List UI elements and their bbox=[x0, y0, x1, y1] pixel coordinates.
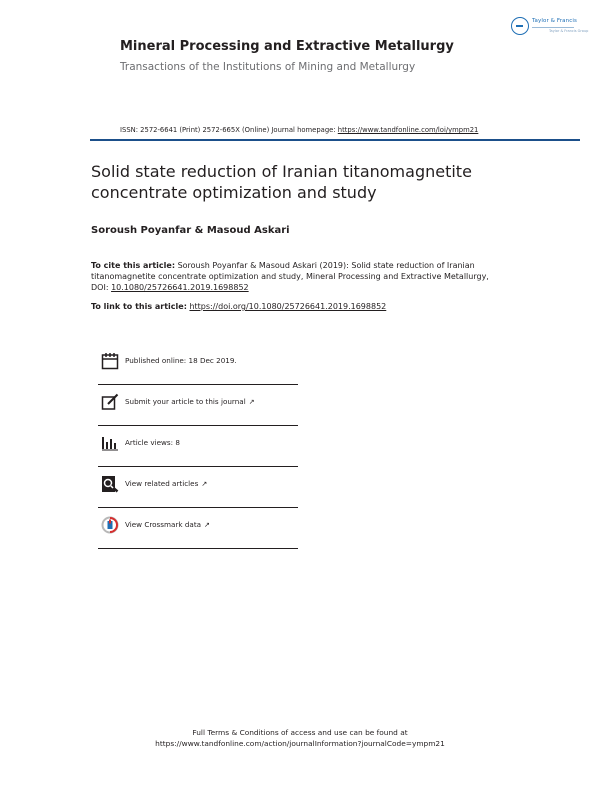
info-row-label: Submit your article to this journal ↗ bbox=[125, 397, 255, 406]
footer-terms-link[interactable]: https://www.tandfonline.com/action/journalInformation?journalCode=ympm21 bbox=[155, 739, 445, 748]
related-articles-icon bbox=[101, 475, 119, 493]
external-link-icon: ↗ bbox=[248, 398, 255, 406]
external-link-icon: ↗ bbox=[201, 480, 208, 488]
journal-title: Mineral Processing and Extractive Metallurgy bbox=[120, 39, 454, 54]
logo-name: Taylor & Francis bbox=[532, 18, 577, 24]
info-row-label: View related articles ↗ bbox=[125, 479, 208, 488]
bar-chart-icon bbox=[101, 434, 119, 452]
row-divider bbox=[98, 548, 298, 550]
crossmark-icon bbox=[101, 516, 119, 534]
info-row-submit[interactable] bbox=[98, 385, 298, 426]
citation-text: Soroush Poyanfar & Masoud Askari (2019): Solid state reduction of Iranian titanomagnetite concentrate optimization and study, Mineral Processing and Extractive Metallurgy, DOI: bbox=[91, 261, 489, 292]
logo-group: Taylor & Francis Group bbox=[549, 29, 589, 33]
logo-mark-icon bbox=[511, 17, 529, 35]
footer-terms-text: Full Terms & Conditions of access and use can be found at bbox=[192, 728, 408, 737]
publisher-logo bbox=[511, 17, 589, 39]
edit-icon bbox=[101, 393, 119, 411]
citation-doi-link[interactable]: 10.1080/25726641.2019.1698852 bbox=[111, 283, 249, 292]
article-title: Solid state reduction of Iranian titanomagnetite concentrate optimization and study bbox=[91, 162, 472, 202]
info-row-label: Published online: 18 Dec 2019. bbox=[125, 356, 237, 365]
info-row-label: Article views: 8 bbox=[125, 438, 180, 447]
article-authors: Soroush Poyanfar & Masoud Askari bbox=[91, 225, 290, 236]
info-row-views bbox=[98, 426, 298, 467]
issn-text: ISSN: 2572-6641 (Print) 2572-665X (Online) Journal homepage: bbox=[120, 126, 336, 134]
info-row-label: View Crossmark data ↗ bbox=[125, 520, 210, 529]
info-row-crossmark[interactable] bbox=[98, 508, 298, 549]
footer bbox=[0, 727, 600, 749]
calendar-icon bbox=[101, 352, 119, 370]
external-link-icon: ↗ bbox=[204, 521, 210, 529]
article-link-label: To link to this article: bbox=[91, 302, 187, 311]
article-link-line bbox=[91, 302, 386, 311]
info-row-published bbox=[98, 344, 298, 385]
journal-subtitle: Transactions of the Institutions of Mining and Metallurgy bbox=[120, 61, 416, 73]
citation-block bbox=[91, 260, 491, 293]
article-link[interactable]: https://doi.org/10.1080/25726641.2019.1698852 bbox=[189, 302, 387, 311]
info-row-related[interactable] bbox=[98, 467, 298, 508]
issn-line bbox=[120, 126, 478, 134]
journal-homepage-link[interactable]: https://www.tandfonline.com/loi/ympm21 bbox=[337, 126, 479, 134]
citation-label: To cite this article: bbox=[91, 261, 176, 270]
header-rule bbox=[90, 139, 580, 141]
logo-divider bbox=[532, 27, 574, 28]
